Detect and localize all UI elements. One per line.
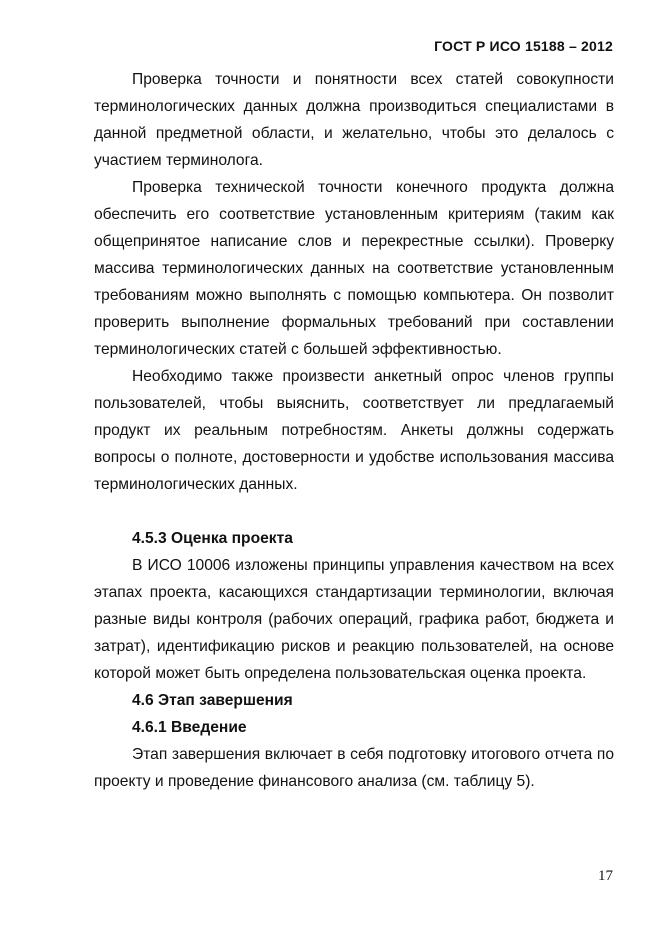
paragraph: Проверка технической точности конечного продукта должна обеспечить его соответствие установленным критериям (таким как общепринятое написание слов и перекрестные ссылки). Проверку массива терминологических данных на соответствие установленным требованиям можно выполнять с помощью компьютера. Он позволит проверить выполнение формальных требований при составлении терминологических статей с большей эффективностью. [94,179,614,358]
paragraph: Проверка точности и понятности всех статей совокупности терминологических данных должна производиться специалистами в данной предметной области, и желательно, чтобы это делалось с участием терминолога. [94,71,614,169]
page-number: 17 [598,868,613,884]
document-body [94,66,614,795]
section-heading-4-6: 4.6 Этап завершения [132,692,293,709]
section-heading-4-5-3: 4.5.3 Оценка проекта [132,530,293,547]
section-heading-4-6-1: 4.6.1 Введение [132,719,247,736]
paragraph: В ИСО 10006 изложены принципы управления качеством на всех этапах проекта, касающихся стандартизации терминологии, включая разные виды контроля (рабочих операций, графика работ, бюджета и затрат), идентификацию рисков и реакцию пользователей, на основе которой может быть определена пользовательская оценка проекта. [94,557,614,682]
paragraph: Необходимо также произвести анкетный опрос членов группы пользователей, чтобы выяснить, соответствует ли предлагаемый продукт их реальным потребностям. Анкеты должны содержать вопросы о полноте, достоверности и удобстве использования массива терминологических данных. [94,368,614,493]
document-header: ГОСТ Р ИСО 15188 – 2012 [434,38,613,54]
paragraph: Этап завершения включает в себя подготовку итогового отчета по проекту и проведение финансового анализа (см. таблицу 5). [94,746,614,790]
spacer [94,498,614,525]
